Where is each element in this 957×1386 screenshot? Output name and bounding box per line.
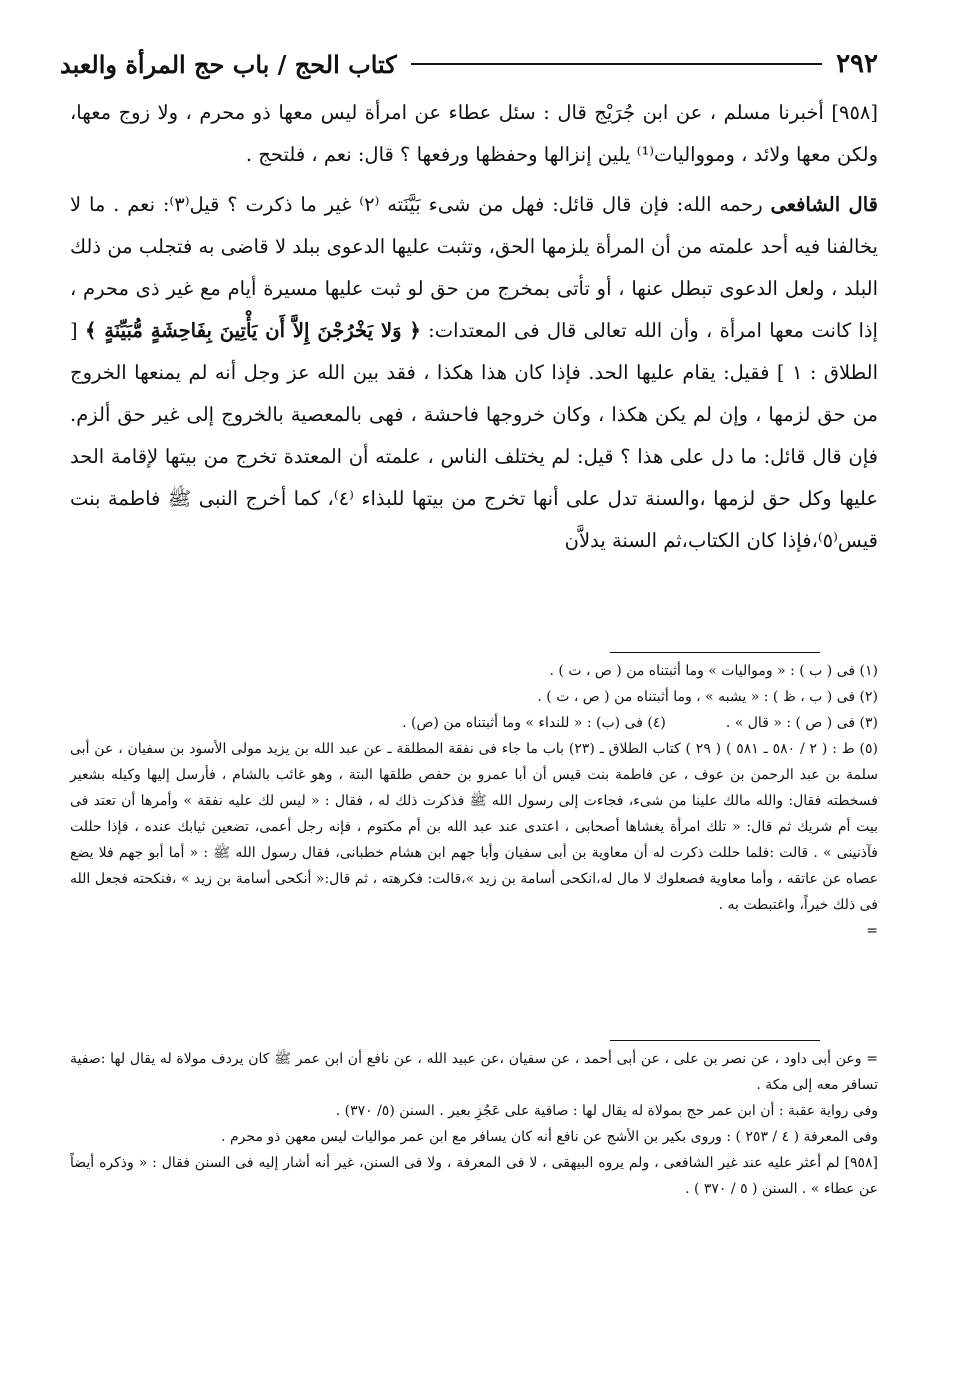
continuation-mark: = bbox=[866, 1051, 879, 1067]
header-rule bbox=[411, 63, 822, 65]
continuation-3: وفى المعرفة ( ٤ / ٢٥٣ ) : وروى بكير بن الأشج عن نافع أنه كان يسافر مع ابن عمر مواليات ليس معهن ذو محرم . bbox=[221, 1129, 878, 1145]
quran-verse: ﴿ وَلا يَخْرُجْنَ إِلاَّ أَن يَأْتِينَ بِفَاحِشَةٍ مُّبَيِّنَةٍ ﴾ bbox=[84, 319, 421, 342]
footnote-5: (٥) ط : ( ٢ / ٥٨٠ ـ ٥٨١ ) ( ٢٩ ) كتاب الطلاق ـ (٢٣) باب ما جاء فى نفقة المطلقة ـ عن عبد الله بن يزيد مولى الأسود بن سفيان ، عن أبى سلمة بن عبد الرحمن بن عوف ، عن فاطمة بنت قيس أن أبا عمرو بن حفص طلقها البتة ، وهو غائب بالشام ، فأرسل إليها وكيله بشعير فسخطته فقال: والله مالك علينا من شىء، فجاءت إلى رسول الله ﷺ فذكرت ذلك له ، فقال : « ليس لك عليه نفقة » وأمرها أن تعتد فى بيت أم شريك ثم قال: « تلك امرأة يغشاها أصحابى ، اعتدى عند عبد الله بن أم مكتوم ، فإنه رجل أعمى، تضعين ثيابك عنده ، فإذا حللت فآذنينى » . قالت :فلما حللت ذكرت له أن معاوية بن أبى سفيان وأبا جهم ابن هشام خطبانى، فقال رسول الله ﷺ : « أما أبو جهم فلا يضع عصاه عن عاتقه ، وأما معاوية فصعلوك لا مال له،انكحى أسامة بن زيد »،قالت: فكرهته ، ثم قال:« أنكحى أسامة بن زيد » ،فنكحته فجعل الله فى ذلك خيراً، واغتبطت به . bbox=[70, 741, 878, 913]
footnote-2: (٢) فى ( ب ، ظ ) : « يشبه » ، وما أثبتناه من ( ص ، ت ) . bbox=[537, 689, 878, 705]
footnote-row-3-4 bbox=[70, 710, 878, 736]
shafii-commentary-paragraph bbox=[70, 184, 878, 562]
footnote-continues-mark: = bbox=[866, 923, 878, 939]
footnotes bbox=[70, 658, 878, 944]
continuation-separator bbox=[610, 1040, 820, 1041]
speaker-name: قال الشافعى bbox=[770, 193, 878, 216]
footnote-continuation bbox=[70, 1046, 878, 1202]
continuation-1-text: وعن أبى داود ، عن نصر بن على ، عن أبى أحمد ، عن سفيان ،عن عبيد الله ، عن نافع أن ابن عمر ﷺ كان يردف مولاة له يقال لها :صفية تسافر معه إلى مكة . bbox=[70, 1051, 878, 1093]
commentary-text-b: [ الطلاق : ١ ] فقيل: يقام عليها الحد. فإذا كان هذا هكذا ، فقد بين الله عز وجل أنه لم يمنعها الخروج من حق لزمها ، وإن لم يكن هكذا ، وكان خروجها فاحشة ، فهى بالمعصية بالخروج إلى غير حق ألزم. فإن قال قائل: ما دل على هذا ؟ قيل: لم يختلف الناس ، علمته أن المعتدة تخرج من بيتها لإقامة الحد عليها وكل حق لزمها ،والسنة تدل على أنها تخرج من بيتها للبذاء ⁽٤⁾، كما أخرج النبى ﷺ فاطمة بنت قيس⁽٥⁾،فإذا كان الكتاب،ثم السنة يدلاَّن bbox=[70, 319, 879, 552]
hadith-958-note: [٩٥٨] لم أعثر عليه عند غير الشافعى ، ولم يروه البيهقى ، لا فى المعرفة ، ولا فى السنن، غير أنه أشار إليه فى السنن فقال : « وذكره أيضاً عن عطاء » . السنن ( ٥ / ٣٧٠ ) . bbox=[70, 1155, 878, 1197]
page-header bbox=[60, 44, 878, 84]
footnote-4: (٤) فى (ب) : « للنداء » وما أثبتناه من (ص) . bbox=[402, 715, 666, 731]
continuation-1 bbox=[70, 1046, 878, 1098]
commentary-text-a: رحمه الله: فإن قال قائل: فهل من شىء بَيَّنَته ⁽٢⁾ غير ما ذكرت ؟ قيل⁽٣⁾: نعم . ما لا يخالفنا فيه أحد علمته من أن المرأة يلزمها الحق، وتثبت عليها الدعوى ببلد لا قاضى به فتجلب من ذلك البلد ، ولعل الدعوى تبطل عنها ، أو تأتى بمخرج من حق لو ثبت عليها مسيرة أيام مع غير ذى محرم ، إذا كانت معها امرأة ، وأن الله تعالى قال فى المعتدات: bbox=[70, 193, 878, 342]
footnote-3: (٣) فى ( ص ) : « قال » . bbox=[725, 715, 878, 731]
hadith-958-paragraph: [٩٥٨] أخبرنا مسلم ، عن ابن جُرَيْج قال : سئل عطاء عن امرأة ليس معها ذو محرم ، ولا زوج معها، ولكن معها ولائد ، وموواليات⁽¹⁾ يلين إنزالها وحفظها ورفعها ؟ قال: نعم ، فلتحج . bbox=[70, 101, 878, 166]
running-title: كتاب الحج / باب حج المرأة والعبد bbox=[60, 49, 397, 79]
footnote-1: (١) فى ( ب ) : « ومواليات » وما أثبتناه من ( ص ، ت ) . bbox=[549, 663, 878, 679]
footnote-separator bbox=[610, 652, 820, 653]
main-text bbox=[70, 92, 878, 562]
continuation-2: وفى رواية عقبة : أن ابن عمر حج بمولاة له يقال لها : صافية على عَجُزِ بعير . السنن (٥/ ٣٧٠) . bbox=[335, 1103, 878, 1119]
page-number: ٢٩٢ bbox=[836, 49, 878, 79]
